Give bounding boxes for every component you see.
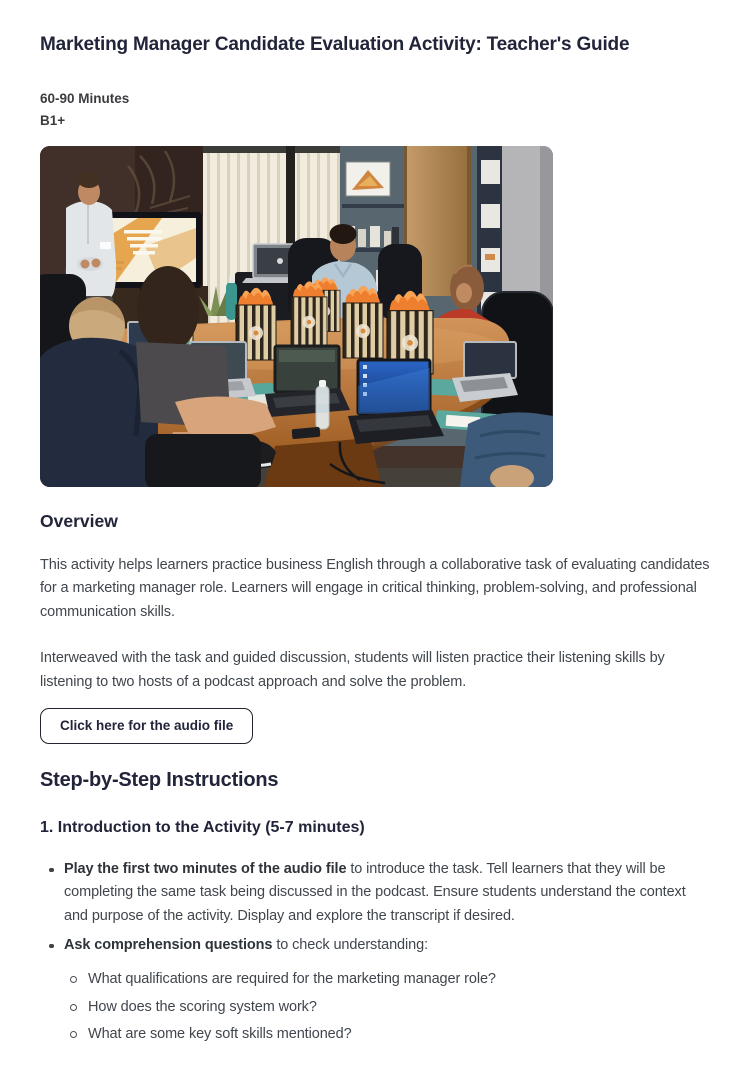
activity-meta: [40, 88, 710, 131]
conference-meeting-photo-art: [40, 146, 553, 487]
overview-heading: Overview: [40, 511, 118, 531]
bullet-lead-text: Ask comprehension questions: [64, 937, 273, 954]
conference-meeting-photo: [40, 146, 553, 487]
duration-label: 60-90 Minutes: [40, 91, 130, 106]
step1-bullet-list: [40, 858, 710, 1047]
sub-question-item: How does the scoring system work?: [64, 996, 710, 1019]
overview-paragraph-2: Interweaved with the task and guided discussion, students will listen practice their listening skills by listening to two hosts of a podcast approach and solve the problem.: [40, 650, 665, 690]
bullet-item-comprehension: [40, 934, 710, 1047]
bullet-item-play-audio: [40, 858, 710, 928]
steps-heading: Step-by-Step Instructions: [40, 769, 279, 792]
sub-question-list: [64, 968, 710, 1047]
level-label: B1+: [40, 112, 66, 128]
bullet-body-text: to check understanding:: [272, 937, 428, 954]
bullet-body-text: to introduce the task. Tell learners that they will be completing the same task being discussed in the podcast. Ensure students understand the context and purpose of the activity. Display and explore the transcript if desired.: [64, 861, 686, 924]
step1-heading: 1. Introduction to the Activity (5-7 minutes): [40, 819, 365, 837]
overview-paragraph-1: This activity helps learners practice business English through a collaborative task of evaluating candidates for a marketing manager role. Learners will engage in critical thinking, problem-solving, and professional communication skills.: [40, 557, 710, 620]
sub-question-item: What are some key soft skills mentioned?: [64, 1023, 710, 1046]
page-title: Marketing Manager Candidate Evaluation Activity: Teacher's Guide: [40, 34, 630, 55]
bullet-lead-text: Play the first two minutes of the audio file: [64, 861, 347, 878]
audio-file-button[interactable]: Click here for the audio file: [40, 708, 253, 744]
sub-question-item: What qualifications are required for the marketing manager role?: [64, 968, 710, 991]
